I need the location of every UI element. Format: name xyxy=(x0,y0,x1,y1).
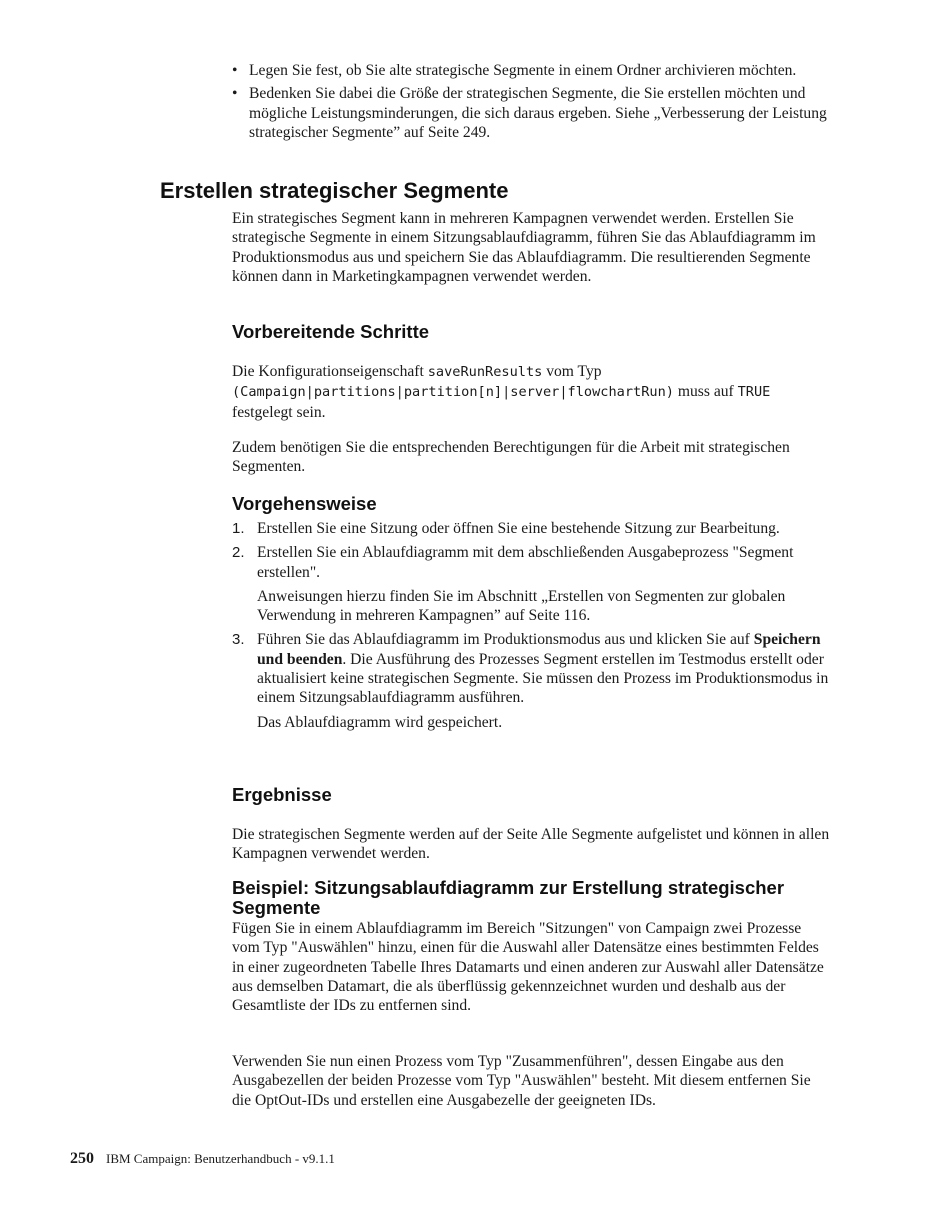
step-number: 1. xyxy=(232,520,245,537)
example-heading: Beispiel: Sitzungsablaufdiagramm zur Erstellung strategischer Segmente xyxy=(232,877,785,918)
section-intro: Ein strategisches Segment kann in mehreren Kampagnen verwendet werden. Erstellen Sie strategische Segmente in einem Sitzungsablaufdiagramm, führen Sie das Ablaufdiagramm im Produktionsmodus aus und speichern Sie das Ablaufdiagramm. Die resultierenden Segmente können dann in Marketingkampagnen verwendet werden. xyxy=(232,210,816,285)
step-text: Erstellen Sie eine Sitzung oder öffnen Sie eine bestehende Sitzung zur Bearbeitung. xyxy=(257,520,780,537)
results-heading: Ergebnisse xyxy=(232,784,332,805)
section-heading: Erstellen strategischer Segmente xyxy=(160,178,509,203)
step-text: Führen Sie das Ablaufdiagramm im Produktionsmodus aus und klicken Sie auf xyxy=(257,631,754,649)
bullet-text: Bedenken Sie dabei die Größe der strategischen Segmente, die Sie erstellen möchten und mögliche Leistungsminderungen, die sich daraus ergeben. Siehe „Verbesserung der Leistung strategischer Segmente” auf Seite 249. xyxy=(249,85,827,141)
ui-command-label: Speichern und beenden xyxy=(257,631,821,668)
bullet-list xyxy=(232,61,832,146)
prep-heading: Vorbereitende Schritte xyxy=(232,321,430,342)
step-number: 3. xyxy=(232,631,245,649)
step-note: Das Ablaufdiagramm wird gespeichert. xyxy=(257,713,503,731)
bullet-glyph: • xyxy=(232,62,238,79)
step-text: Erstellen Sie ein Ablaufdiagramm mit dem abschließenden Ausgabeprozess "Segment erstellen". xyxy=(257,544,794,581)
list-item xyxy=(232,84,832,142)
prep-text: muss auf xyxy=(673,383,738,401)
config-value-code: TRUE xyxy=(737,384,771,401)
prep-paragraph-permissions: Zudem benötigen Sie die entsprechenden Berechtigungen für die Arbeit mit strategischen Segmenten. xyxy=(232,439,790,476)
prep-text: Die Konfigurationseigenschaft xyxy=(232,363,428,380)
prep-paragraph-config xyxy=(232,362,832,422)
example-paragraph: Verwenden Sie nun einen Prozess vom Typ "Zusammenführen", dessen Eingabe aus den Ausgabezellen der beiden Prozesse vom Typ "Auswählen" besteht. Mit diesem entfernen Sie die OptOut-IDs und erstellen eine Ausgabezelle der geeigneten IDs. xyxy=(232,1053,811,1109)
prep-text: vom Typ xyxy=(542,363,602,380)
document-title: IBM Campaign: Benutzerhandbuch - v9.1.1 xyxy=(106,1151,335,1166)
list-item xyxy=(232,61,832,80)
step-number: 2. xyxy=(232,544,245,562)
bullet-text: Legen Sie fest, ob Sie alte strategische Segmente in einem Ordner archivieren möchten. xyxy=(249,62,797,79)
prep-text: festgelegt sein. xyxy=(232,403,326,421)
page-footer xyxy=(70,1150,335,1168)
config-property-code: saveRunResults xyxy=(427,364,543,380)
step-text: . Die Ausführung des Prozesses Segment erstellen im Testmodus erstellt oder aktualisiert keine strategischen Segmente. Sie müssen den Prozess im Produktionsmodus in einem Sitzungsablaufdiagramm ausführen. xyxy=(257,650,829,707)
procedure-heading: Vorgehensweise xyxy=(232,493,377,514)
results-paragraph: Die strategischen Segmente werden auf der Seite Alle Segmente aufgelistet und können in allen Kampagnen verwendet werden. xyxy=(232,826,830,863)
example-paragraph: Fügen Sie in einem Ablaufdiagramm im Bereich "Sitzungen" von Campaign zwei Prozesse vom Typ "Auswählen" hinzu, einen für die Auswahl aller Datensätze eines bestimmten Feldes in einer zugeordneten Tabelle Ihres Datamarts und einen anderen zur Auswahl aller Datensätze aus demselben Datamart, die als überflüssig gekennzeichnet wurden und deshalb aus der Gesamtliste der IDs zu entfernen sind. xyxy=(232,920,824,1015)
bullet-glyph: • xyxy=(232,85,238,103)
config-path-code: (Campaign|partitions|partition[n]|server|flowchartRun) xyxy=(232,384,674,401)
page-number: 250 xyxy=(70,1150,94,1167)
step-item xyxy=(232,543,832,625)
step-note: Anweisungen hierzu finden Sie im Abschnitt „Erstellen von Segmenten zur globalen Verwendung in mehreren Kampagnen” auf Seite 116. xyxy=(257,587,786,625)
step-item xyxy=(232,630,832,731)
procedure-steps xyxy=(232,519,832,737)
step-item xyxy=(232,519,832,538)
